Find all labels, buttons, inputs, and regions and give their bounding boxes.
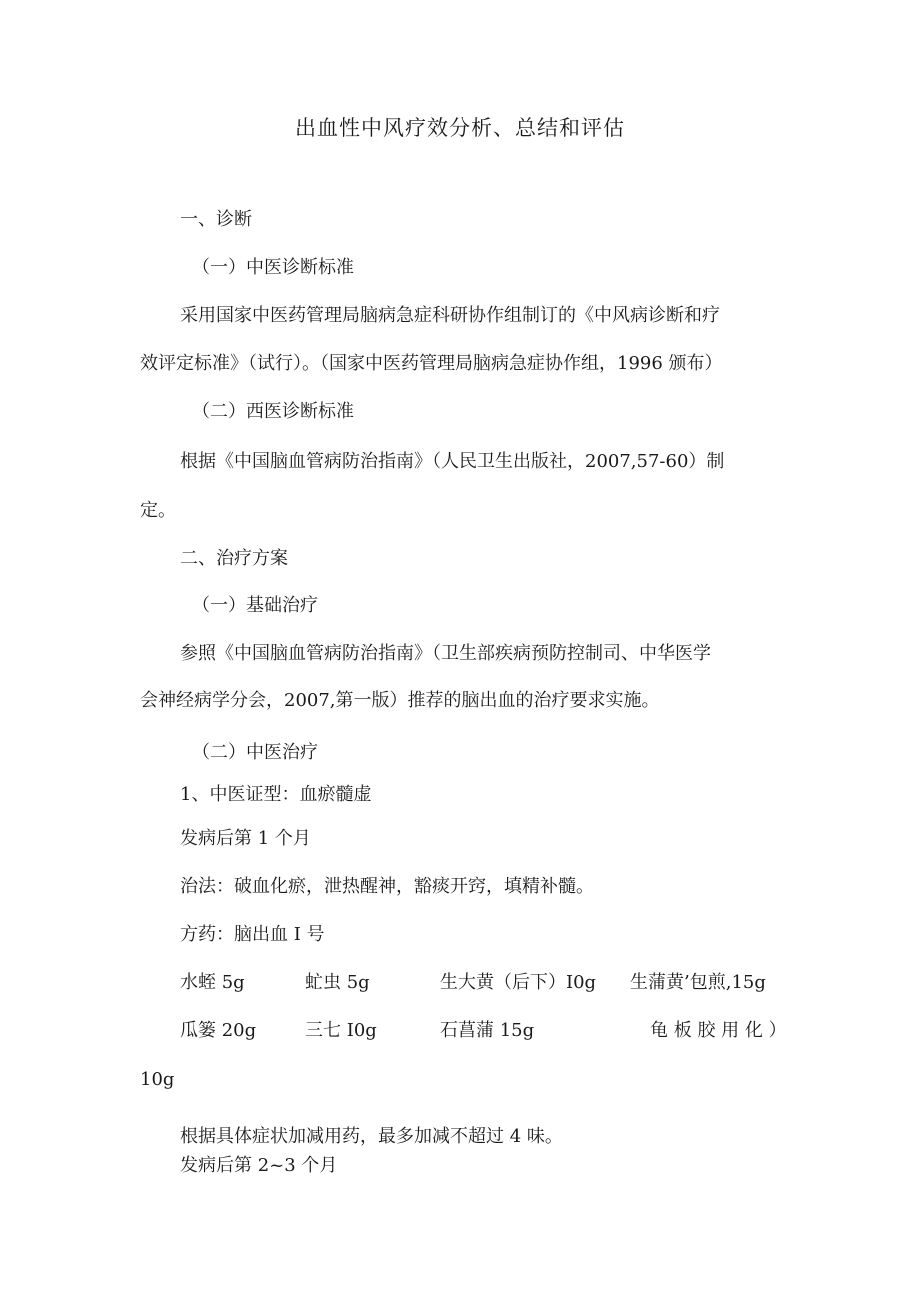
formula-name: 方药：脑出血 I 号 xyxy=(180,924,325,945)
treatment-method: 治法：破血化瘀，泄热醒神，豁痰开窍，填精补髓。 xyxy=(180,876,594,897)
subheading-tcm-treatment: （二）中医治疗 xyxy=(192,742,318,763)
paragraph-tcm-diagnosis-line1: 采用国家中医药管理局脑病急症科研协作组制订的《中风病诊断和疗 xyxy=(180,305,720,326)
paragraph-western-diagnosis-line2: 定。 xyxy=(140,500,176,521)
section-heading-diagnosis: 一、诊断 xyxy=(180,209,252,230)
subheading-basic-treatment: （一）基础治疗 xyxy=(192,595,318,616)
subheading-tcm-diagnosis: （一）中医诊断标准 xyxy=(192,257,354,278)
subheading-western-diagnosis: （二）西医诊断标准 xyxy=(192,401,354,422)
herb-item: 水蛭 5g xyxy=(180,972,245,993)
herb-item: 石菖蒲 15g xyxy=(440,1020,535,1041)
paragraph-western-diagnosis-line1: 根据《中国脑血管病防治指南》（人民卫生出版社，2007,57-60）制 xyxy=(180,451,725,472)
herb-item: 三七 I0g xyxy=(305,1020,377,1041)
phase-second-third-month: 发病后第 2~3 个月 xyxy=(180,1155,338,1176)
syndrome-type: 1、中医证型：血瘀髓虚 xyxy=(180,784,372,805)
phase-first-month: 发病后第 1 个月 xyxy=(180,828,311,849)
herb-item: 生大黄（后下）I0g xyxy=(440,972,597,993)
dosage-adjustment-note: 根据具体症状加减用药，最多加减不超过 4 味。 xyxy=(180,1126,563,1147)
paragraph-basic-treatment-line2: 会神经病学分会，2007,第一版）推荐的脑出血的治疗要求实施。 xyxy=(140,690,660,711)
herb-item: 龟 板 胶 用 化 ） xyxy=(650,1020,787,1041)
paragraph-basic-treatment-line1: 参照《中国脑血管病防治指南》（卫生部疾病预防控制司、中华医学 xyxy=(180,643,711,664)
herb-item: 生蒲黄’包煎,15g xyxy=(630,972,766,993)
section-heading-treatment: 二、治疗方案 xyxy=(180,548,288,569)
herb-item: 虻虫 5g xyxy=(305,972,370,993)
paragraph-tcm-diagnosis-line2: 效评定标准》（试行）。（国家中医药管理局脑病急症协作组，1996 颁布） xyxy=(140,353,723,374)
herb-item: 瓜篓 20g xyxy=(180,1020,257,1041)
herb-dose-continuation: 10g xyxy=(140,1069,175,1090)
page-title: 出血性中风疗效分析、总结和评估 xyxy=(295,116,625,140)
